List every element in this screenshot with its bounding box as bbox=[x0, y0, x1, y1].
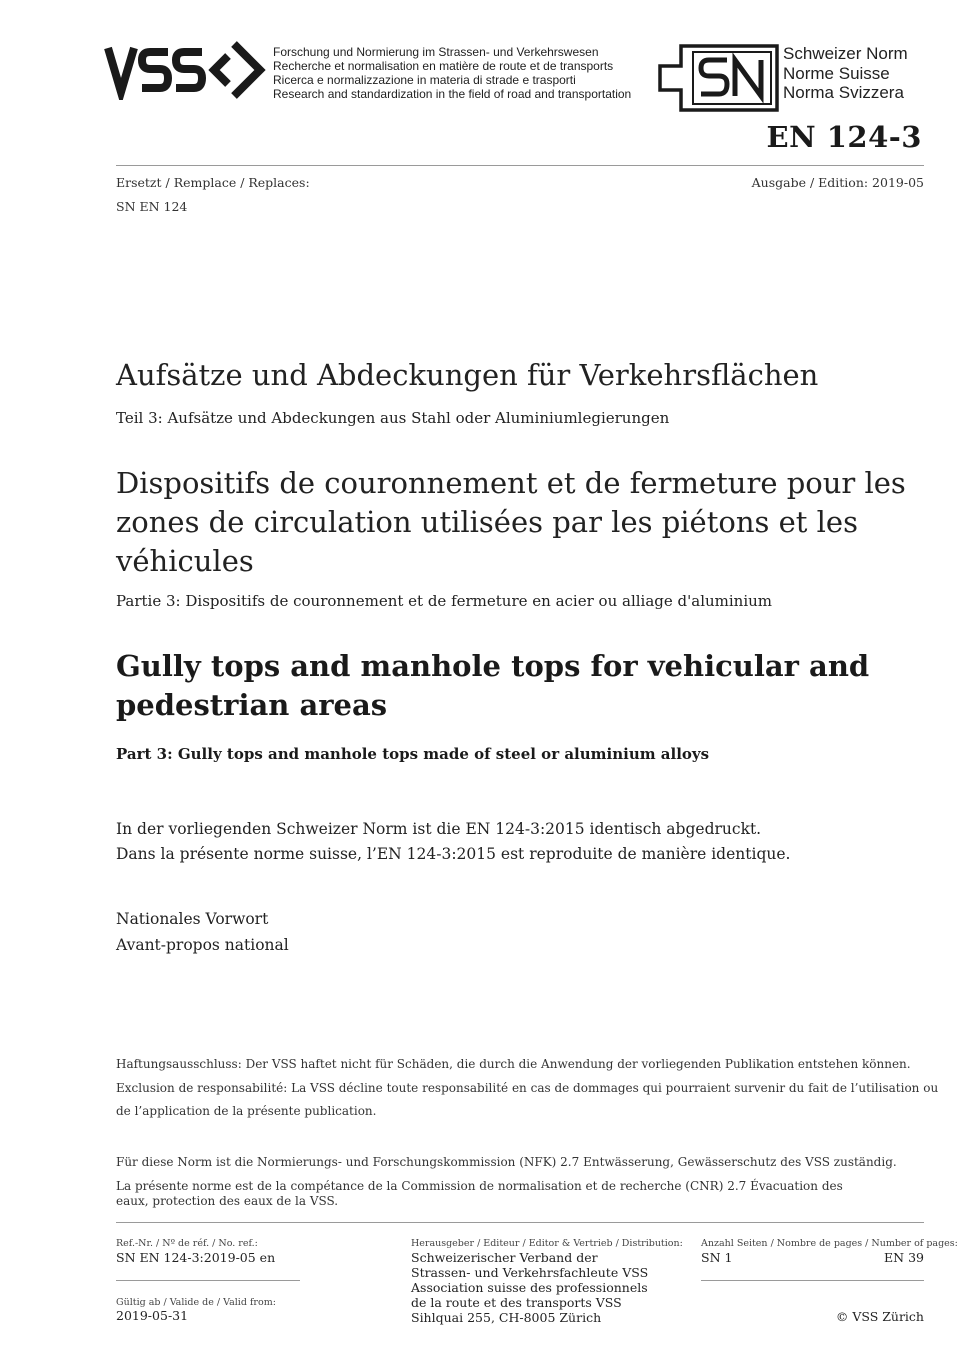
publisher-address bbox=[411, 1250, 648, 1325]
sn-wordmark bbox=[783, 44, 908, 103]
sn-wordmark-it: Norma Svizzera bbox=[783, 83, 904, 102]
committee-de: Für diese Norm ist die Normierungs- und Forschungskommission (NFK) 2.7 Entwässerung, Gewässerschutz des VSS zuständig. bbox=[116, 1155, 897, 1169]
vss-logo bbox=[104, 40, 270, 100]
ref-divider bbox=[116, 1280, 300, 1281]
title-fr: Dispositifs de couronnement et de fermeture pour les zones de circulation utilisées par les piétons et les véhicules bbox=[116, 466, 906, 578]
subtitle-en: Part 3: Gully tops and manhole tops made of steel or aluminium alloys bbox=[116, 745, 710, 763]
pages-sn: SN 1 bbox=[701, 1250, 733, 1265]
ref-label: Ref.-Nr. / Nº de réf. / No. ref.: bbox=[116, 1238, 258, 1249]
footer-divider bbox=[116, 1222, 924, 1223]
pages-label: Anzahl Seiten / Nombre de pages / Number of pages: bbox=[701, 1238, 958, 1249]
vss-tagline-it: Ricerca e normalizzazione in materia di strade e trasporti bbox=[273, 73, 576, 87]
disclaimer-fr-line1: Exclusion de responsabilité: La VSS décline toute responsabilité en cas de dommages qui pourraient survenir du fait de l’utilisation ou bbox=[116, 1081, 939, 1095]
sn-logo bbox=[657, 44, 781, 112]
replaces-value: SN EN 124 bbox=[116, 199, 188, 214]
sn-wordmark-fr: Norme Suisse bbox=[783, 63, 890, 83]
vss-tagline-fr: Recherche et normalisation en matière de route et de transports bbox=[273, 59, 614, 73]
vss-tagline-de: Forschung und Normierung im Strassen- und Verkehrswesen bbox=[273, 45, 599, 59]
publisher-line: Association suisse des professionnels bbox=[411, 1280, 648, 1295]
foreword-fr: Avant-propos national bbox=[116, 936, 289, 954]
pages-en: EN 39 bbox=[884, 1250, 924, 1265]
sn-wordmark-de: Schweizer Norm bbox=[783, 44, 908, 63]
edition: Ausgabe / Edition: 2019-05 bbox=[751, 175, 924, 190]
publisher-line: Strassen- und Verkehrsfachleute VSS bbox=[411, 1265, 649, 1280]
header-divider bbox=[116, 165, 924, 166]
valid-label: Gültig ab / Valide de / Valid from: bbox=[116, 1297, 276, 1308]
pages-divider bbox=[701, 1280, 924, 1281]
replaces-label: Ersetzt / Remplace / Replaces: bbox=[116, 175, 310, 190]
subtitle-de: Teil 3: Aufsätze und Abdeckungen aus Stahl oder Aluminiumlegierungen bbox=[116, 409, 670, 427]
committee-fr: La présente norme est de la compétance de la Commission de normalisation et de recherche (CNR) 2.7 Évacuation des eaux, protection des eaux de la VSS. bbox=[116, 1179, 843, 1208]
statement-de: In der vorliegenden Schweizer Norm ist die EN 124-3:2015 identisch abgedruckt. bbox=[116, 820, 762, 838]
publisher-line: Sihlquai 255, CH-8005 Zürich bbox=[411, 1310, 602, 1325]
valid-value: 2019-05-31 bbox=[116, 1308, 189, 1323]
disclaimer-fr-line2: de l’application de la présente publication. bbox=[116, 1104, 377, 1118]
vss-tagline bbox=[273, 45, 631, 101]
copyright: © VSS Zürich bbox=[835, 1309, 924, 1324]
subtitle-fr: Partie 3: Dispositifs de couronnement et de fermeture en acier ou alliage d'aluminium bbox=[116, 592, 773, 610]
title-en: Gully tops and manhole tops for vehicular and pedestrian areas bbox=[116, 649, 870, 722]
document-number: EN 124-3 bbox=[766, 120, 922, 154]
publisher-label: Herausgeber / Editeur / Editor & Vertrieb / Distribution: bbox=[411, 1238, 683, 1249]
disclaimer-de: Haftungsausschluss: Der VSS haftet nicht für Schäden, die durch die Anwendung der vorliegenden Publikation entstehen können. bbox=[116, 1057, 911, 1071]
statement-fr: Dans la présente norme suisse, l’EN 124-3:2015 est reproduite de manière identique. bbox=[116, 845, 791, 863]
publisher-line: Schweizerischer Verband der bbox=[411, 1250, 598, 1265]
publisher-line: de la route et des transports VSS bbox=[411, 1295, 622, 1310]
title-de: Aufsätze und Abdeckungen für Verkehrsflächen bbox=[116, 358, 819, 392]
ref-value: SN EN 124-3:2019-05 en bbox=[116, 1250, 276, 1265]
vss-tagline-en: Research and standardization in the field of road and transportation bbox=[273, 87, 632, 101]
foreword-de: Nationales Vorwort bbox=[116, 910, 269, 928]
